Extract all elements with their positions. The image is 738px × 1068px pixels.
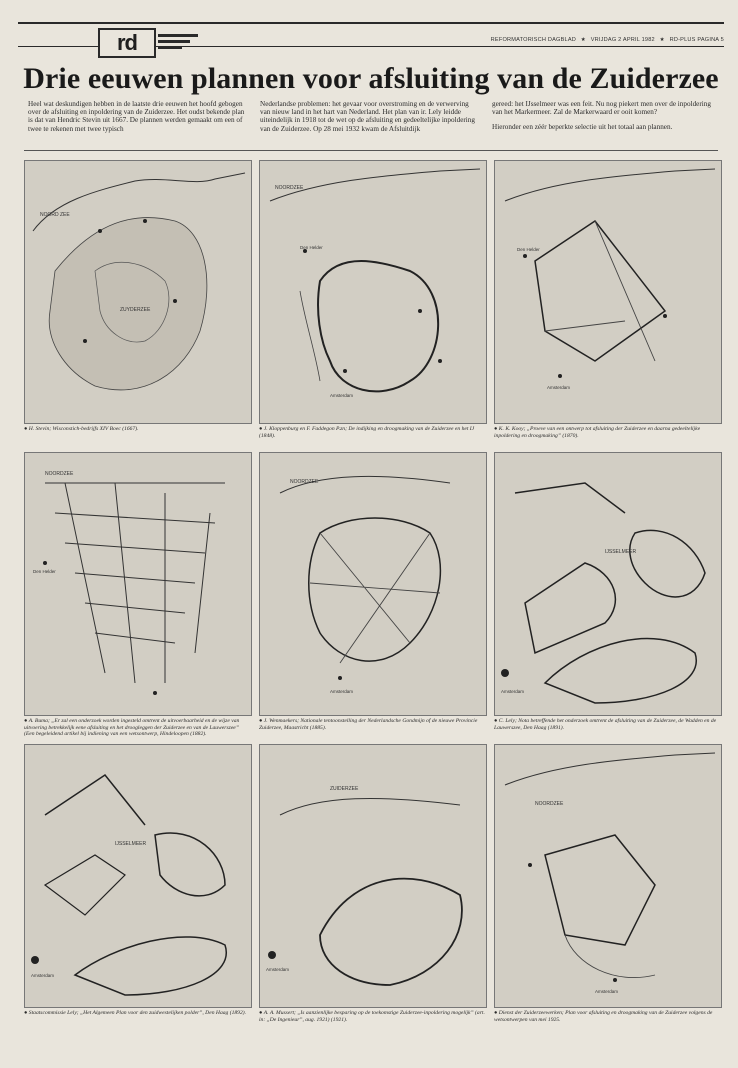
map-label: Amsterdam	[266, 967, 290, 972]
bullet-icon: ●	[494, 426, 498, 432]
map-illustration	[260, 161, 486, 423]
map-label: NOORDZEE	[290, 479, 319, 485]
bullet-icon: ●	[24, 426, 28, 432]
map-figure	[494, 452, 722, 716]
map-caption: ● K. K. Kooy; „Proeve van een ontwerp tot afsluiting der Zuiderzee en daarna gedeeltelijke inpoldering en droogmaking” (1870).	[494, 426, 701, 439]
map-figure	[259, 160, 487, 424]
map-figure	[494, 744, 722, 1008]
map-label: Den Helder	[517, 247, 540, 252]
map-illustration	[495, 745, 721, 1007]
bullet-icon: ●	[259, 1010, 263, 1016]
map-figure	[24, 452, 252, 716]
map-illustration	[260, 453, 486, 715]
map-caption: ● H. Stevin; Wisconstich-bedrijfs XIV Boec (1667).	[24, 426, 139, 432]
bullet-icon: ●	[494, 718, 498, 724]
page-number: RD-PLUS PAGINA 5	[669, 37, 724, 43]
map-caption: ● C. Lely; Nota betreffende het onderzoek omtrent de afsluiting van de Zuiderzee, de Wadden en de Lauwerszee, Den Haag (1891).	[494, 718, 717, 731]
issue-date: VRIJDAG 2 APRIL 1982	[590, 37, 655, 43]
masthead-info	[488, 37, 724, 43]
map-caption: ● A. A. Mussert; „Is aanzienlijke besparing op de toekomstige Zuiderzee-inpoldering mogelijk” (art. in: „De Ingenieur”, aug. 1921) (1921).	[259, 1010, 485, 1023]
map-label: Amsterdam	[330, 689, 354, 694]
map-label: Den Helder	[300, 245, 323, 250]
map-caption: ● J. Kloppenburg en F. Faddegon P.zn; De indijking en droogmaking van de Zuiderzee en het IJ (1848).	[259, 426, 475, 439]
masthead-top-rule	[18, 22, 724, 24]
map-caption: ● Dienst der Zuiderzeewerken; Plan voor afsluiting en droogmaking van de Zuiderzee volgens de wetsontwerpen van mei 1925.	[494, 1010, 713, 1023]
map-caption: ● J. Wenmaekers; Nationale tentoonstelling der Nederlandsche Gondmijn of de nieuwe Provincie Zuiderzee, Maastricht (1885).	[259, 718, 478, 731]
map-label: IJSSELMEER	[605, 549, 637, 555]
map-label: Amsterdam	[31, 973, 55, 978]
intro-column-1	[28, 100, 248, 140]
map-figure	[24, 744, 252, 1008]
map-caption: ● Staatscommissie Lely; „Het Algemeen Plan voor den zuidwestelijken polder”, Den Haag (1892).	[24, 1010, 247, 1016]
map-illustration	[25, 161, 251, 423]
map-label: Amsterdam	[330, 393, 354, 398]
map-label: Amsterdam	[547, 385, 571, 390]
intro-paragraph: Heel wat deskundigen hebben in de laatste drie eeuwen het hoofd gebogen over de afsluiting en inpoldering van de Zuiderzee. Het oudst bekende plan is dat van Hendric Stevin uit 1667. De plannen werden gemaakt om een of twee te rekenen met twee typisch	[28, 100, 245, 133]
section-rule	[24, 150, 718, 151]
map-illustration	[25, 453, 251, 715]
bullet-icon: ●	[494, 1010, 498, 1016]
map-label: NOORDZEE	[275, 185, 304, 191]
map-label: Amsterdam	[595, 989, 619, 994]
map-label: IJSSELMEER	[115, 841, 147, 847]
map-figure	[259, 452, 487, 716]
bullet-icon: ●	[24, 718, 28, 724]
map-figure	[259, 744, 487, 1008]
intro-column-3	[492, 100, 712, 139]
map-figure	[494, 160, 722, 424]
map-label: NOORDZEE	[535, 801, 564, 807]
map-illustration	[495, 453, 721, 715]
map-illustration	[495, 161, 721, 423]
bullet-icon: ●	[259, 426, 263, 432]
intro-column-2	[260, 100, 480, 140]
newspaper-name: REFORMATORISCH DAGBLAD	[490, 37, 576, 43]
map-figure	[24, 160, 252, 424]
intro-paragraph: gereed: het IJsselmeer was een feit. Nu nog piekert men over de inpoldering van het Markermeer. Zal de Markerwaard er ooit komen?	[492, 100, 711, 117]
newspaper-logo: rd	[98, 28, 156, 58]
bullet-icon: ●	[24, 1010, 28, 1016]
map-label: NOORDZEE	[45, 471, 74, 477]
separator-star: ★	[659, 37, 665, 43]
map-caption: ● A. Buma; „Er zal een onderzoek worden ingesteld omtrent de uitvoerbaarheid en de wijze van uitvoering betrekkelijk eene afsluiting en het droogleggen der Zuiderzee en van de Lauwerszee” (Een begeleidend artikel bij indiening van een wetsontwerp, Hindeloopen (1882).	[24, 718, 240, 738]
masthead	[18, 22, 724, 56]
map-label: ZUYDERZEE	[120, 307, 151, 313]
headline: Drie eeuwen plannen voor afsluiting van de Zuiderzee	[23, 62, 719, 95]
logo-bars-decoration	[158, 32, 198, 52]
map-illustration	[25, 745, 251, 1007]
separator-star: ★	[580, 37, 586, 43]
map-label: ZUIDERZEE	[330, 786, 359, 792]
intro-paragraph: Hieronder een zéér beperkte selectie uit het totaal aan plannen.	[492, 123, 673, 132]
map-label: NOORD ZEE	[40, 212, 70, 218]
map-label: Den Helder	[33, 569, 56, 574]
map-illustration	[260, 745, 486, 1007]
map-label: Amsterdam	[501, 689, 525, 694]
intro-text	[28, 100, 714, 146]
intro-paragraph: Nederlandse problemen: het gevaar voor overstroming en de verwerving van nieuw land in het hart van Nederland. Het plan van ir. Lely leidde uiteindelijk in 1918 tot de wet op de afsluiting en gedeeltelijke inpoldering van de Zuiderzee. Op 28 mei 1932 kwam de Afsluitdijk	[260, 100, 475, 133]
bullet-icon: ●	[259, 718, 263, 724]
